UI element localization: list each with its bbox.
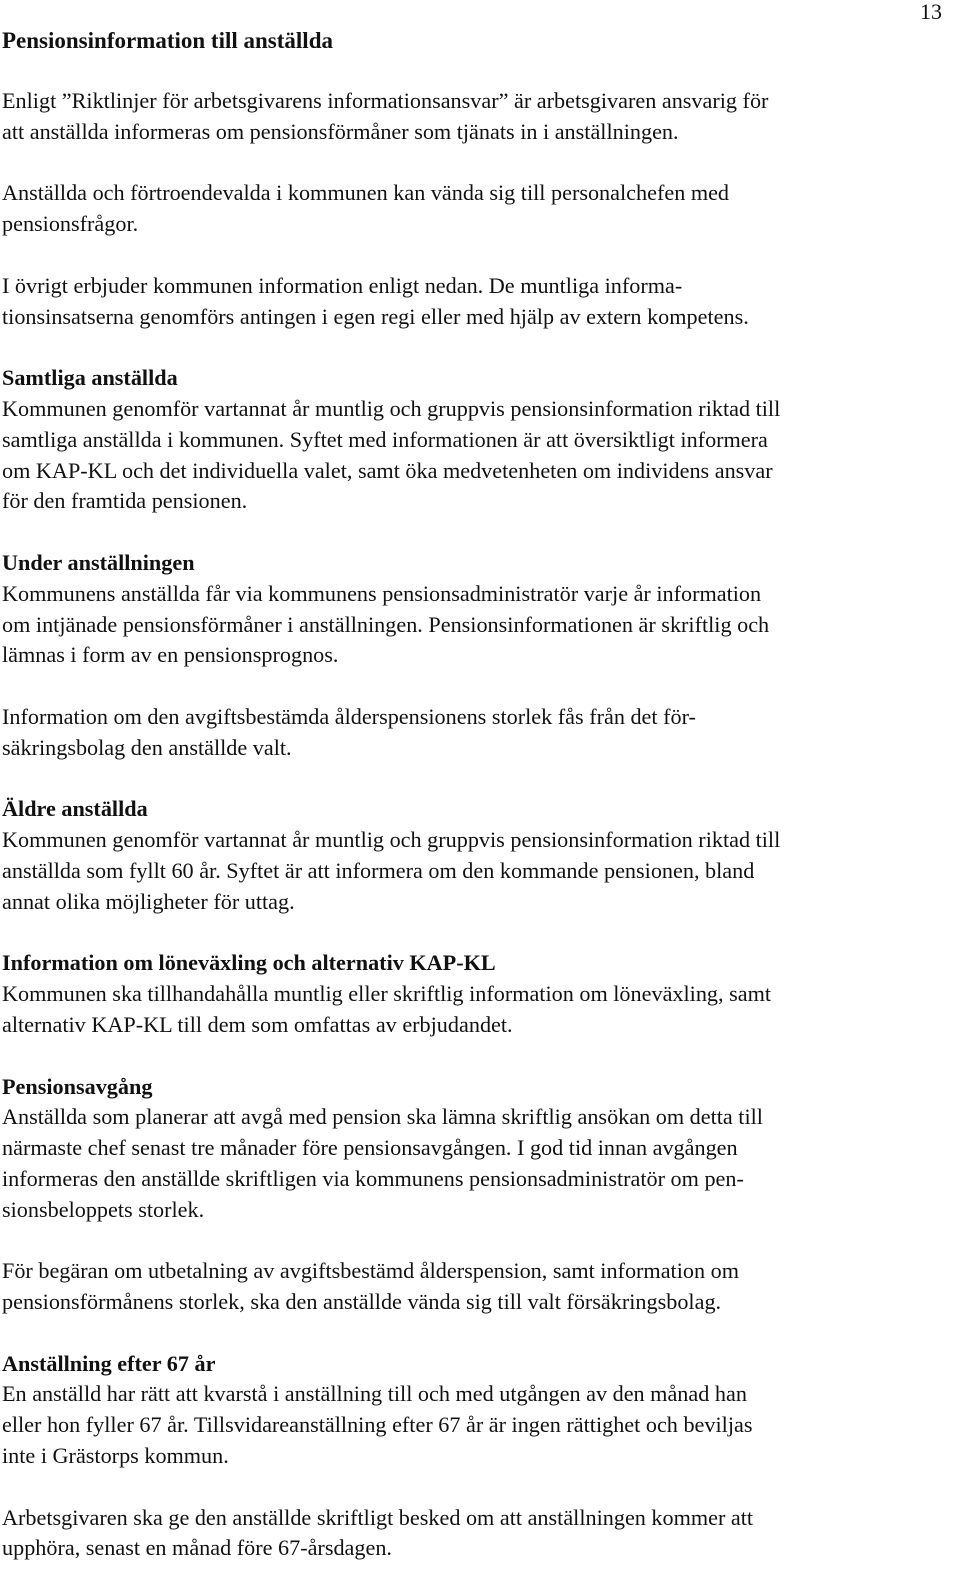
section-heading: Information om löneväxling och alternativ KAP-KL <box>2 950 496 976</box>
text-line: Kommunen ska tillhandahålla muntlig eller skriftlig information om löneväxling, samt <box>2 981 772 1007</box>
paragraph <box>2 1379 952 1471</box>
section <box>2 1072 952 1226</box>
text-line: för den framtida pensionen. <box>2 488 248 514</box>
text-line: eller hon fyller 67 år. Tillsvidareanställning efter 67 år är ingen rättighet och beviljas <box>2 1412 753 1438</box>
text-line: alternativ KAP-KL till dem som omfattas av erbjudandet. <box>2 1011 513 1037</box>
paragraph <box>2 394 952 517</box>
section <box>2 548 952 671</box>
section <box>2 363 952 517</box>
text-line: anställda som fyllt 60 år. Syftet är att informera om den kommande pensionen, bland <box>2 857 755 883</box>
paragraph <box>2 579 952 671</box>
text-line: Kommunen genomför vartannat år muntlig och gruppvis pensionsinformation riktad till <box>2 827 781 853</box>
text-line: samtliga anställda i kommunen. Syftet med informationen är att översiktligt informera <box>2 426 768 452</box>
text-line: annat olika möjligheter för uttag. <box>2 888 295 914</box>
paragraph <box>2 1102 952 1225</box>
text-line: Kommunens anställda får via kommunens pensionsadministratör varje år information <box>2 580 762 606</box>
section-heading: Äldre anställda <box>2 796 148 822</box>
text-line: sionsbeloppets storlek. <box>2 1196 205 1222</box>
section-heading: Samtliga anställda <box>2 365 178 391</box>
text-line: upphöra, senast en månad före 67-årsdagen. <box>2 1535 392 1561</box>
text-line: att anställda informeras om pensionsförmåner som tjänats in i anställningen. <box>2 118 679 144</box>
document-title: Pensionsinformation till anställda <box>2 28 333 53</box>
section-heading: Anställning efter 67 år <box>2 1350 216 1376</box>
text-line: inte i Grästorps kommun. <box>2 1443 229 1469</box>
text-line: En anställd har rätt att kvarstå i anställning till och med utgången av den månad han <box>2 1381 747 1407</box>
text-line: säkringsbolag den anställde valt. <box>2 734 292 760</box>
text-line: närmaste chef senast tre månader före pensionsavgången. I god tid innan avgången <box>2 1135 738 1161</box>
text-line: Anställda och förtroendevalda i kommunen kan vända sig till personalchefen med <box>2 180 730 206</box>
text-line: I övrigt erbjuder kommunen information enligt nedan. De muntliga informa- <box>2 272 683 298</box>
text-line: Enligt ”Riktlinjer för arbetsgivarens informationsansvar” är arbetsgivaren ansvarig för <box>2 88 769 113</box>
paragraph <box>2 979 952 1041</box>
document-body <box>2 86 952 1595</box>
text-line: pensionsfrågor. <box>2 211 139 237</box>
section <box>2 794 952 917</box>
page-number: 13 <box>920 0 942 24</box>
paragraph-block <box>2 271 952 333</box>
text-line: För begäran om utbetalning av avgiftsbestämd ålderspension, samt information om <box>2 1258 739 1284</box>
paragraph-block <box>2 86 952 148</box>
text-line: Arbetsgivaren ska ge den anställde skriftligt besked om att anställningen kommer att <box>2 1504 754 1530</box>
paragraph-block <box>2 1256 952 1318</box>
paragraph-block <box>2 702 952 764</box>
paragraph <box>2 1256 952 1318</box>
section <box>2 1349 952 1472</box>
text-line: Anställda som planerar att avgå med pension ska lämna skriftlig ansökan om detta till <box>2 1104 763 1130</box>
paragraph <box>2 86 952 148</box>
paragraph <box>2 271 952 333</box>
text-line: informeras den anställde skriftligen via kommunens pensionsadministratör om pen- <box>2 1165 744 1191</box>
paragraph <box>2 702 952 764</box>
text-line: pensionsförmånens storlek, ska den anställde vända sig till valt försäkringsbolag. <box>2 1289 722 1315</box>
text-line: om KAP-KL och det individuella valet, samt öka medvetenheten om individens ansvar <box>2 457 773 483</box>
section <box>2 948 952 1040</box>
paragraph <box>2 178 952 240</box>
paragraph <box>2 1503 952 1565</box>
paragraph-block <box>2 1503 952 1565</box>
paragraph <box>2 825 952 917</box>
section-heading: Under anställningen <box>2 549 195 575</box>
text-line: Information om den avgiftsbestämda ålderspensionens storlek fås från det för- <box>2 703 696 729</box>
text-line: om intjänade pensionsförmåner i anställningen. Pensionsinformationen är skriftlig och <box>2 611 770 637</box>
paragraph-block <box>2 178 952 240</box>
section-heading: Pensionsavgång <box>2 1073 153 1099</box>
text-line: Kommunen genomför vartannat år muntlig och gruppvis pensionsinformation riktad till <box>2 395 781 421</box>
text-line: tionsinsatserna genomförs antingen i egen regi eller med hjälp av extern kompetens. <box>2 303 749 329</box>
text-line: lämnas i form av en pensionsprognos. <box>2 642 339 668</box>
